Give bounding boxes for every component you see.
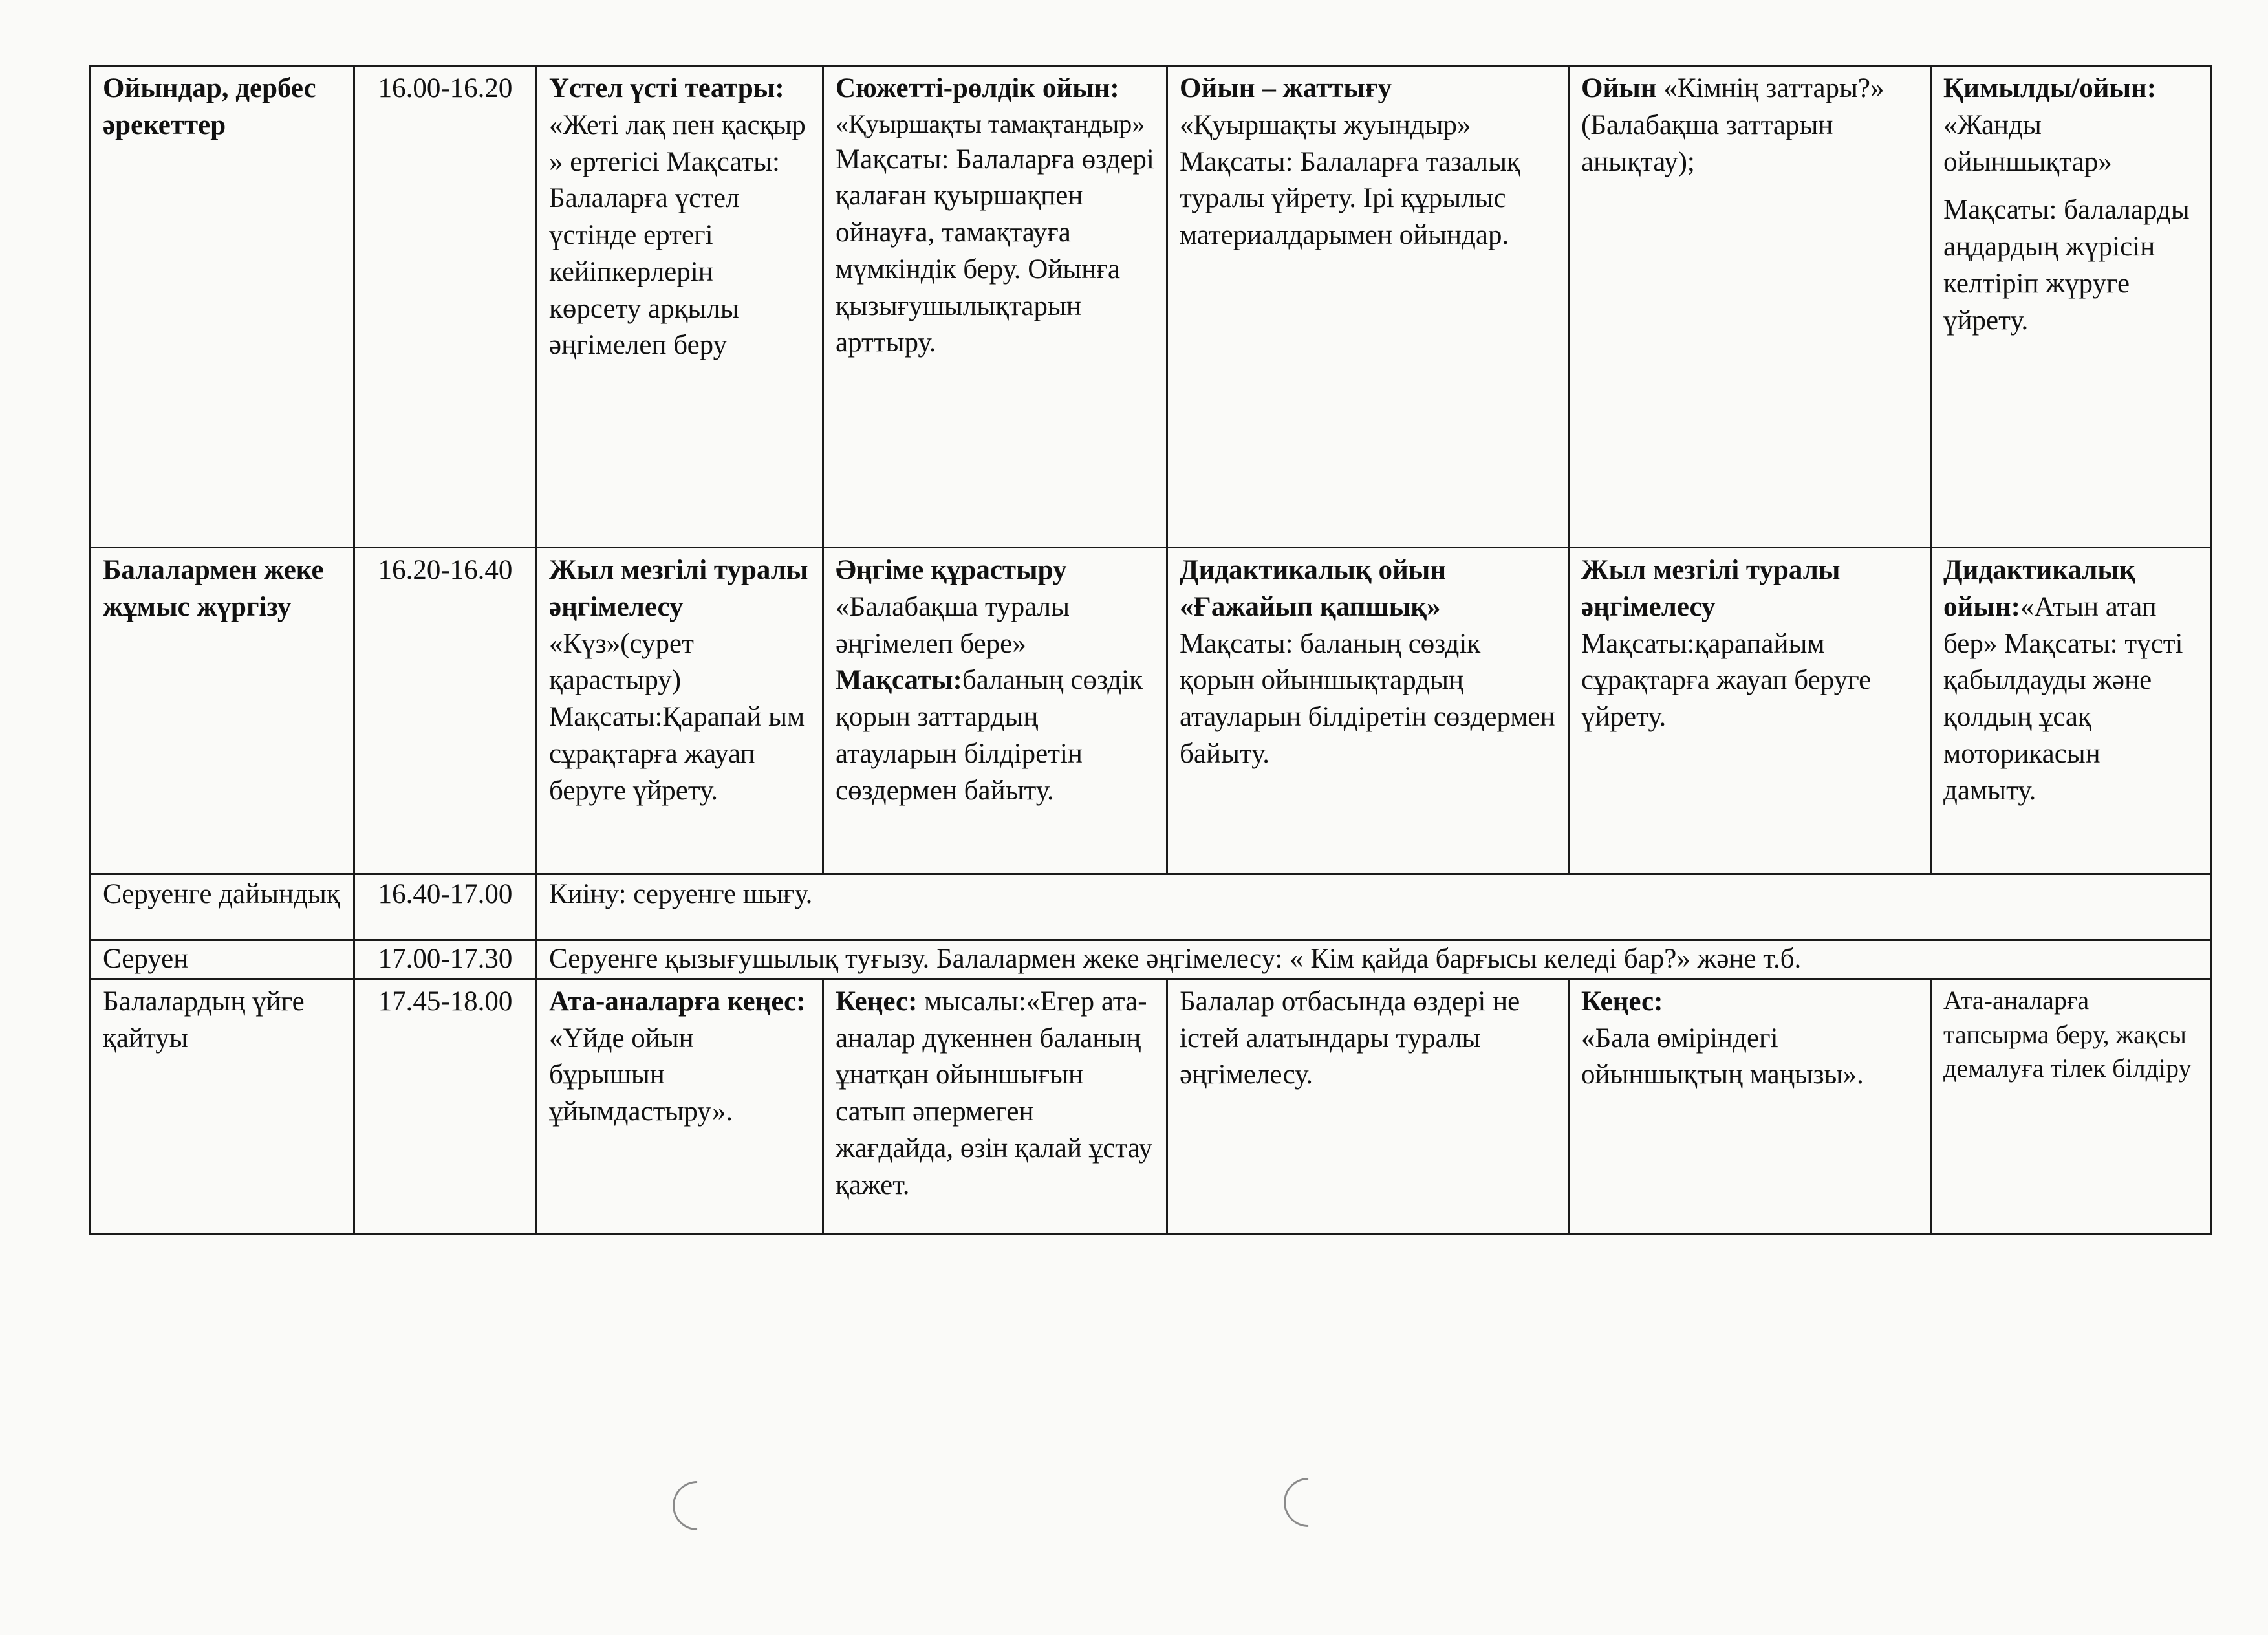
activity-title: Жыл мезгілі туралы әңгімелесу	[1581, 555, 1841, 622]
goal-label: Мақсаты:	[836, 665, 962, 696]
time-cell: 16.40-17.00	[354, 874, 537, 940]
activity-cell-4	[1569, 548, 1931, 874]
activity-cell-4	[1569, 66, 1931, 548]
activity-title: Қимылды/ойын:	[1943, 73, 2157, 103]
activity-text: мысалы:«Егер ата-аналар дүкеннен баланың ұнатқан ойыншығын сатып әпермеген жағдайда, өзін қалай ұстау қажет.	[836, 986, 1153, 1200]
activity-text: «Үйде ойын бұрышын ұйымдастыру».	[549, 1023, 733, 1127]
activity-text: Мақсаты: Балаларға өздері қалаған қуыршақпен ойнауға, тамақтауға мүмкіндік беру. Ойынға қызығушылықтарын арттыру.	[836, 144, 1154, 358]
activity-title: Жыл мезгілі туралы әңгімелесу	[549, 555, 808, 622]
time-cell: 17.45-18.00	[354, 979, 537, 1234]
activity-text: Серуенге қызығушылық туғызу. Балалармен жеке әңгімелесу: « Кім қайда барғысы келеді бар?» және т.б.	[537, 940, 2212, 979]
activity-text: «Қуыршақты жуындыр» Мақсаты: Балаларға тазалық туралы үйрету. Ірі құрылыс материалдарымен ойындар.	[1180, 109, 1520, 250]
table-row	[91, 940, 2212, 979]
table-row	[91, 979, 2212, 1234]
activity-title: Ойын	[1581, 73, 1657, 103]
activity-cell-4	[1569, 979, 1931, 1234]
activity-title: Дидактикалық ойын «Ғажайып қапшық»	[1180, 555, 1447, 622]
section-walk: Серуен	[91, 940, 354, 979]
activity-cell-5	[1931, 548, 2212, 874]
time-cell: 16.00-16.20	[354, 66, 537, 548]
activity-title: Кеңес:	[1581, 986, 1663, 1017]
punch-hole-mark	[662, 1471, 731, 1540]
punch-hole-mark	[1273, 1467, 1343, 1537]
table-row	[91, 548, 2212, 874]
activity-text: «Кімнің заттары?» (Балабақша заттарын анықтау);	[1581, 73, 1885, 177]
time-cell: 16.20-16.40	[354, 548, 537, 874]
activity-cell-3	[1167, 66, 1569, 548]
table-row	[91, 874, 2212, 940]
activity-name: «Қуыршақты тамақтандыр»	[836, 109, 1145, 138]
activity-text: Мақсаты: балаларды аңдардың жүрісін келтіріп жүруге үйрету.	[1943, 195, 2190, 336]
activity-cell-5	[1931, 66, 2212, 548]
schedule-table	[89, 65, 2212, 1235]
activity-text: баланың сөздік қорын заттардың атауларын білдіретін сөздермен байыту.	[836, 665, 1143, 806]
activity-cell-5: Ата-аналарға тапсырма беру, жақсы демалуға тілек білдіру	[1931, 979, 2212, 1234]
activity-title: Дидактикалық ойын:	[1943, 555, 2135, 622]
activity-cell-3	[1167, 548, 1569, 874]
table-row	[91, 66, 2212, 548]
activity-title: Сюжетті-рөлдік ойын:	[836, 73, 1119, 103]
activity-text: «Бала өміріндегі ойыншықтың маңызы».	[1581, 1023, 1864, 1090]
activity-title: Үстел үсті театры:	[549, 73, 784, 103]
activity-name: «Балабақша туралы әңгімелеп бере»	[836, 591, 1070, 659]
section-individual-work: Балалармен жеке жұмыс жүргізу	[91, 548, 354, 874]
section-walk-prep: Серуенге дайындық	[91, 874, 354, 940]
activity-cell-1	[537, 548, 823, 874]
section-games: Ойындар, дербес әрекеттер	[91, 66, 354, 548]
activity-text: «Күз»(сурет қарастыру) Мақсаты:Қарапай ым сұрақтарға жауап беруге үйрету.	[549, 628, 805, 806]
activity-text: «Атын атап бер» Мақсаты: түсті қабылдауды және қолдың ұсақ моторикасын дамыту.	[1943, 591, 2183, 806]
activity-text: Мақсаты:қарапайым сұрақтарға жауап беруге үйрету.	[1581, 628, 1872, 732]
activity-text: Киіну: серуенге шығу.	[537, 874, 2212, 940]
activity-cell-2	[823, 979, 1167, 1234]
activity-title: Ойын – жаттығу	[1180, 73, 1392, 103]
activity-cell-1	[537, 66, 823, 548]
time-cell: 17.00-17.30	[354, 940, 537, 979]
activity-cell-2	[823, 66, 1167, 548]
section-going-home: Балалардың үйге қайтуы	[91, 979, 354, 1234]
activity-name: «Жанды ойыншықтар»	[1943, 109, 2112, 177]
activity-text: Мақсаты: баланың сөздік қорын ойыншықтардың атауларын білдіретін сөздермен байыту.	[1180, 628, 1555, 769]
activity-cell-1	[537, 979, 823, 1234]
activity-title: Ата-аналарға кеңес:	[549, 986, 806, 1017]
activity-cell-2	[823, 548, 1167, 874]
activity-text: «Жеті лақ пен қасқыр » ертегісі Мақсаты: Балаларға үстел үстінде ертегі кейіпкерлерін көрсету арқылы әңгімелеп беру	[549, 109, 806, 361]
activity-cell-3: Балалар отбасында өздері не істей алатындары туралы әңгімелесу.	[1167, 979, 1569, 1234]
activity-title: Әңгіме құрастыру	[836, 555, 1067, 585]
activity-title: Кеңес:	[836, 986, 918, 1017]
